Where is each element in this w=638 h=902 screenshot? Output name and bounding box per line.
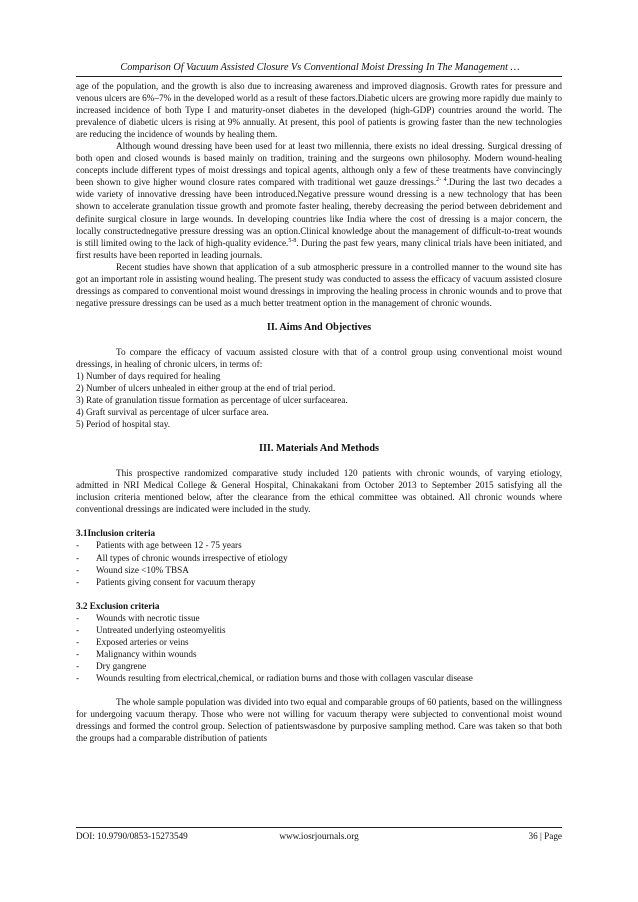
- footer-doi: DOI: 10.9790/0853-15273549: [76, 831, 188, 841]
- intro-paragraph-2-text-c: . During the past few years, many clinical trials have been initiated, and first results have been reported in leading journals.: [76, 237, 562, 260]
- list-dash: -: [76, 648, 80, 659]
- exclusion-criteria-text: Wounds with necrotic tissue: [96, 612, 200, 623]
- list-dash: -: [76, 660, 80, 671]
- aims-lead-paragraph: To compare the efficacy of vacuum assisted closure with that of a control group using conventional moist wound dressings, in healing of chronic ulcers, in terms of:: [76, 346, 562, 369]
- methods-paragraph-2: The whole sample population was divided into two equal and comparable groups of 60 patients, based on the willingness for undergoing vacuum therapy. Those who were not willing for vacuum therapy were subjected to conventional moist wound dressings and formed the control group. Selection of patientswasdone by purposive sampling method. Care was taken so that both the groups had a comparable distribution of patients: [76, 696, 562, 744]
- exclusion-criteria-text: Wounds resulting from electrical,chemical, or radiation burns and those with collagen vascular disease: [96, 672, 473, 683]
- exclusion-criteria-item: [76, 660, 562, 672]
- intro-paragraph-2-text-b: .During the last two decades a wide variety of innovative dressing have been introduced.Negative pressure wound dressing is a new technology that has been shown to accelerate granulation tissue growth and promote faster healing, thereby decreasing the period between debridement and definite surgical closure in large wounds. In developing countries like India where the cost of dressing is a major concern, the locally constructednegative pressure dressing was an option.Clinical knowledge about the management of difficult-to-treat wounds is still limited owing to the lack of high-quality evidence.: [76, 177, 562, 248]
- inclusion-criteria-text: All types of chronic wounds irrespective of etiology: [96, 552, 288, 563]
- header-rule: [76, 76, 562, 77]
- intro-paragraph-2-text-a: Although wound dressing have been used for at least two millennia, there exists no ideal dressing. Surgical dressing of both open and closed wounds is based mainly on tradition, training and the surgeons own philosophy. Modern wound-healing concepts include different types of moist dressings and topical agents, although only a few of these treatments have convincingly been shown to give higher wound closure rates compared with traditional wet gauze dressings.: [76, 141, 562, 188]
- footer-website: www.iosrjournals.org: [279, 831, 359, 841]
- exclusion-criteria-item: [76, 636, 562, 648]
- exclusion-criteria-text: Untreated underlying osteomyelitis: [96, 624, 226, 635]
- exclusion-criteria-item: [76, 624, 562, 636]
- inclusion-criteria-item: [76, 552, 562, 564]
- list-dash: -: [76, 564, 80, 575]
- section-heading-aims: II. Aims And Objectives: [266, 321, 372, 333]
- intro-paragraph-3: Recent studies have shown that application of a sub atmospheric pressure in a controlled manner to the wound site has got an important role in assisting wound healing. The present study was conducted to assess the efficacy of vacuum assisted closure dressings as compared to conventional moist wound dressings in improving the healing process in chronic wounds and to prove that negative pressure dressings can be used as a much better treatment option in the management of chronic wounds.: [76, 261, 562, 308]
- aims-list-item: 2) Number of ulcers unhealed in either group at the end of trial period.: [76, 383, 336, 394]
- exclusion-criteria-text: Dry gangrene: [96, 660, 147, 671]
- aims-list-item: 5) Period of hospital stay.: [76, 419, 171, 430]
- aims-list-item: 3) Rate of granulation tissue formation as percentage of ulcer surfacearea.: [76, 395, 348, 406]
- exclusion-criteria-item: [76, 672, 562, 684]
- inclusion-criteria-item: [76, 539, 562, 551]
- exclusion-criteria-text: Exposed arteries or veins: [96, 636, 189, 647]
- section-heading-methods: III. Materials And Methods: [259, 443, 379, 455]
- list-dash: -: [76, 552, 80, 563]
- intro-paragraph-1: age of the population, and the growth is also due to increasing awareness and improved diagnosis. Growth rates for pressure and venous ulcers are 6%–7% in the developed world as a result of these factors.Diabetic ulcers are growing more rapidly due mainly to increased incidence of both Type I and maturity-onset diabetes in the developed (high-GDP) countries around the world. The prevalence of diabetic ulcers is rising at 9% annually. At present, this pool of patients is growing faster than the new technologies are reducing the incidence of wounds by healing them.: [76, 81, 562, 140]
- exclusion-criteria-item: [76, 612, 562, 624]
- list-dash: -: [76, 576, 80, 587]
- list-dash: -: [76, 672, 80, 683]
- inclusion-criteria-item: [76, 576, 562, 588]
- intro-paragraph-2: [76, 140, 562, 260]
- aims-list-item: 1) Number of days required for healing: [76, 370, 221, 381]
- inclusion-criteria-list: [76, 539, 562, 587]
- footer-page-number: 36 | Page: [528, 831, 562, 841]
- exclusion-criteria-text: Malignancy within wounds: [96, 648, 197, 659]
- inclusion-criteria-text: Patients with age between 12 - 75 years: [96, 540, 242, 551]
- citation-superscript: 5-8: [288, 237, 297, 244]
- inclusion-criteria-item: [76, 564, 562, 576]
- footer-rule: [76, 827, 562, 828]
- list-dash: -: [76, 540, 80, 551]
- running-header: Comparison Of Vacuum Assisted Closure Vs Conventional Moist Dressing In The Management …: [120, 62, 520, 73]
- citation-superscript: 2- 4: [436, 177, 447, 184]
- list-dash: -: [76, 612, 80, 623]
- inclusion-criteria-text: Wound size <10% TBSA: [96, 564, 189, 575]
- methods-paragraph-1: This prospective randomized comparative study included 120 patients with chronic wounds, of varying etiology, admitted in NRI Medical College & General Hospital, Chinakakani from October 2013 to September 2015 satisfying all the inclusion criteria mentioned below, after the clearance from the ethical committee was obtained. All chronic wounds where conventional dressings are indicated were included in the study.: [76, 468, 562, 515]
- inclusion-criteria-text: Patients giving consent for vacuum therapy: [96, 576, 256, 587]
- exclusion-criteria-item: [76, 648, 562, 660]
- page-body: [76, 80, 562, 744]
- aims-list-item: 4) Graft survival as percentage of ulcer surface area.: [76, 407, 269, 418]
- inclusion-criteria-heading: 3.1Inclusion criteria: [76, 528, 156, 539]
- exclusion-criteria-heading: 3.2 Exclusion criteria: [76, 600, 160, 611]
- list-dash: -: [76, 636, 80, 647]
- list-dash: -: [76, 624, 80, 635]
- aims-list: [76, 370, 562, 430]
- exclusion-criteria-list: [76, 612, 562, 684]
